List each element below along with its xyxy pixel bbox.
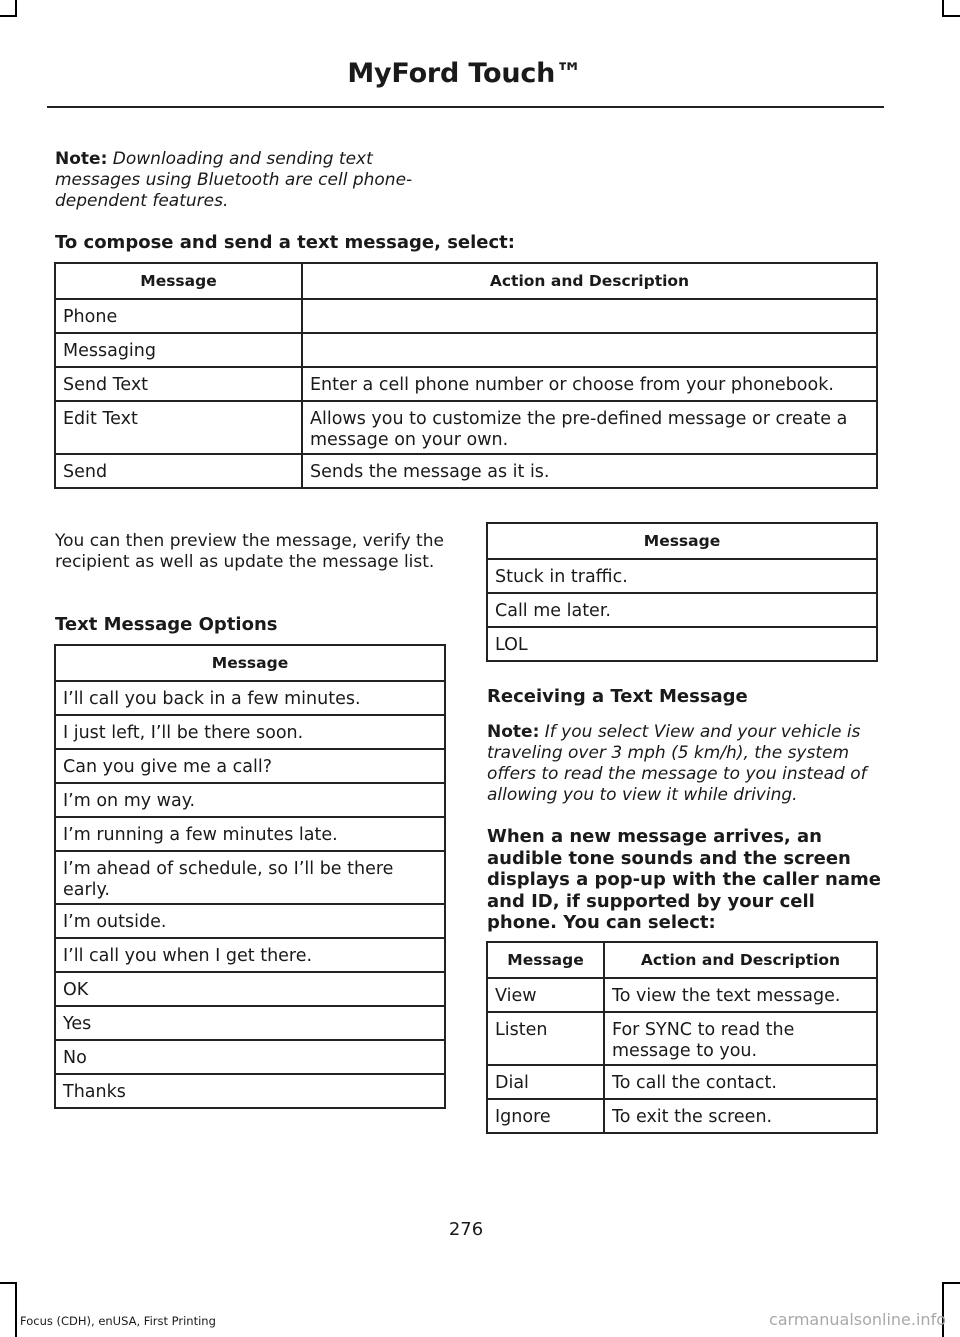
table-cell: Send <box>55 454 302 488</box>
table-row <box>487 1012 877 1065</box>
table-header-row <box>487 523 877 559</box>
table-cell: Stuck in traffic. <box>487 559 877 593</box>
table-row <box>55 851 445 904</box>
table-cell: I’m running a few minutes late. <box>55 817 445 851</box>
arrival-heading: When a new message arrives, an audible tone sounds and the screen displays a pop-up with the caller name and ID, if supported by your cell phone. You can select: <box>487 826 881 933</box>
note-download <box>55 149 415 212</box>
watermark-link[interactable]: carmanualsonline.info <box>768 1310 946 1329</box>
table-row <box>55 681 445 715</box>
table-cell: I’m on my way. <box>55 783 445 817</box>
table-header-row <box>487 942 877 978</box>
table-row <box>55 1006 445 1040</box>
compose-table <box>54 262 878 489</box>
table-cell: I’m ahead of schedule, so I’ll be there early. <box>55 851 445 904</box>
table-cell: For SYNC to read the message to you. <box>604 1012 877 1065</box>
table-cell: I’ll call you back in a few minutes. <box>55 681 445 715</box>
options-heading: Text Message Options <box>55 614 278 635</box>
table-row <box>55 299 877 333</box>
table-row <box>55 715 445 749</box>
table-row <box>55 1074 445 1108</box>
preview-paragraph: You can then preview the message, verify the recipient as well as update the message list. <box>55 531 444 572</box>
table-cell: Ignore <box>487 1099 604 1133</box>
table-cell: Thanks <box>55 1074 445 1108</box>
table-row <box>55 333 877 367</box>
table-row <box>55 972 445 1006</box>
table-header-row <box>55 645 445 681</box>
table-cell: No <box>55 1040 445 1074</box>
table-cell: Edit Text <box>55 401 302 454</box>
options-table <box>54 644 446 1109</box>
header-divider <box>47 106 884 108</box>
table-row <box>487 627 877 661</box>
table-cell <box>302 333 877 367</box>
column-header: Action and Description <box>302 263 877 299</box>
table-cell: Allows you to customize the pre-defined message or create a message on your own. <box>302 401 877 454</box>
table-row <box>55 938 445 972</box>
table-row <box>487 559 877 593</box>
table-cell <box>302 299 877 333</box>
table-row <box>55 454 877 488</box>
table-row <box>55 401 877 454</box>
receive-table <box>486 941 878 1134</box>
crop-mark <box>0 1282 17 1284</box>
table-cell: Phone <box>55 299 302 333</box>
table-row <box>55 817 445 851</box>
table-row <box>55 783 445 817</box>
table-cell: LOL <box>487 627 877 661</box>
note-view-while-driving <box>487 722 882 806</box>
table-row <box>55 749 445 783</box>
crop-mark <box>942 1282 960 1284</box>
options-table-continued <box>486 522 878 662</box>
table-row <box>487 1099 877 1133</box>
page-header-title: MyFord Touch™ <box>347 58 582 89</box>
crop-mark <box>0 15 17 17</box>
column-header: Message <box>487 942 604 978</box>
table-row <box>487 978 877 1012</box>
note-label: Note: <box>487 722 540 742</box>
page-number: 276 <box>448 1219 484 1240</box>
column-header: Message <box>487 523 877 559</box>
table-cell: Messaging <box>55 333 302 367</box>
note-text: If you select View and your vehicle is traveling over 3 mph (5 km/h), the system offers to read the message to you instead of allowing you to view it while driving. <box>487 722 867 805</box>
receiving-heading: Receiving a Text Message <box>487 686 748 707</box>
table-cell: I’ll call you when I get there. <box>55 938 445 972</box>
table-cell: Yes <box>55 1006 445 1040</box>
table-cell: To call the contact. <box>604 1065 877 1099</box>
table-row <box>55 1040 445 1074</box>
column-header: Message <box>55 263 302 299</box>
table-row <box>55 367 877 401</box>
table-row <box>487 1065 877 1099</box>
table-cell: I’m outside. <box>55 904 445 938</box>
table-cell: Send Text <box>55 367 302 401</box>
table-cell: Dial <box>487 1065 604 1099</box>
table-cell: OK <box>55 972 445 1006</box>
table-cell: To view the text message. <box>604 978 877 1012</box>
table-cell: I just left, I’ll be there soon. <box>55 715 445 749</box>
table-cell: Enter a cell phone number or choose from your phonebook. <box>302 367 877 401</box>
table-cell: To exit the screen. <box>604 1099 877 1133</box>
note-text: Downloading and sending text messages using Bluetooth are cell phone-dependent features. <box>55 149 413 211</box>
crop-mark <box>15 1282 17 1337</box>
column-header: Action and Description <box>604 942 877 978</box>
table-cell: View <box>487 978 604 1012</box>
table-row <box>55 904 445 938</box>
table-cell: Can you give me a call? <box>55 749 445 783</box>
note-label: Note: <box>55 149 108 169</box>
table-cell: Listen <box>487 1012 604 1065</box>
footer-edition: Focus (CDH), enUSA, First Printing <box>20 1314 216 1328</box>
compose-heading: To compose and send a text message, select: <box>55 232 515 253</box>
table-row <box>487 593 877 627</box>
column-header: Message <box>55 645 445 681</box>
table-cell: Sends the message as it is. <box>302 454 877 488</box>
table-header-row <box>55 263 877 299</box>
table-cell: Call me later. <box>487 593 877 627</box>
crop-mark <box>942 15 960 17</box>
